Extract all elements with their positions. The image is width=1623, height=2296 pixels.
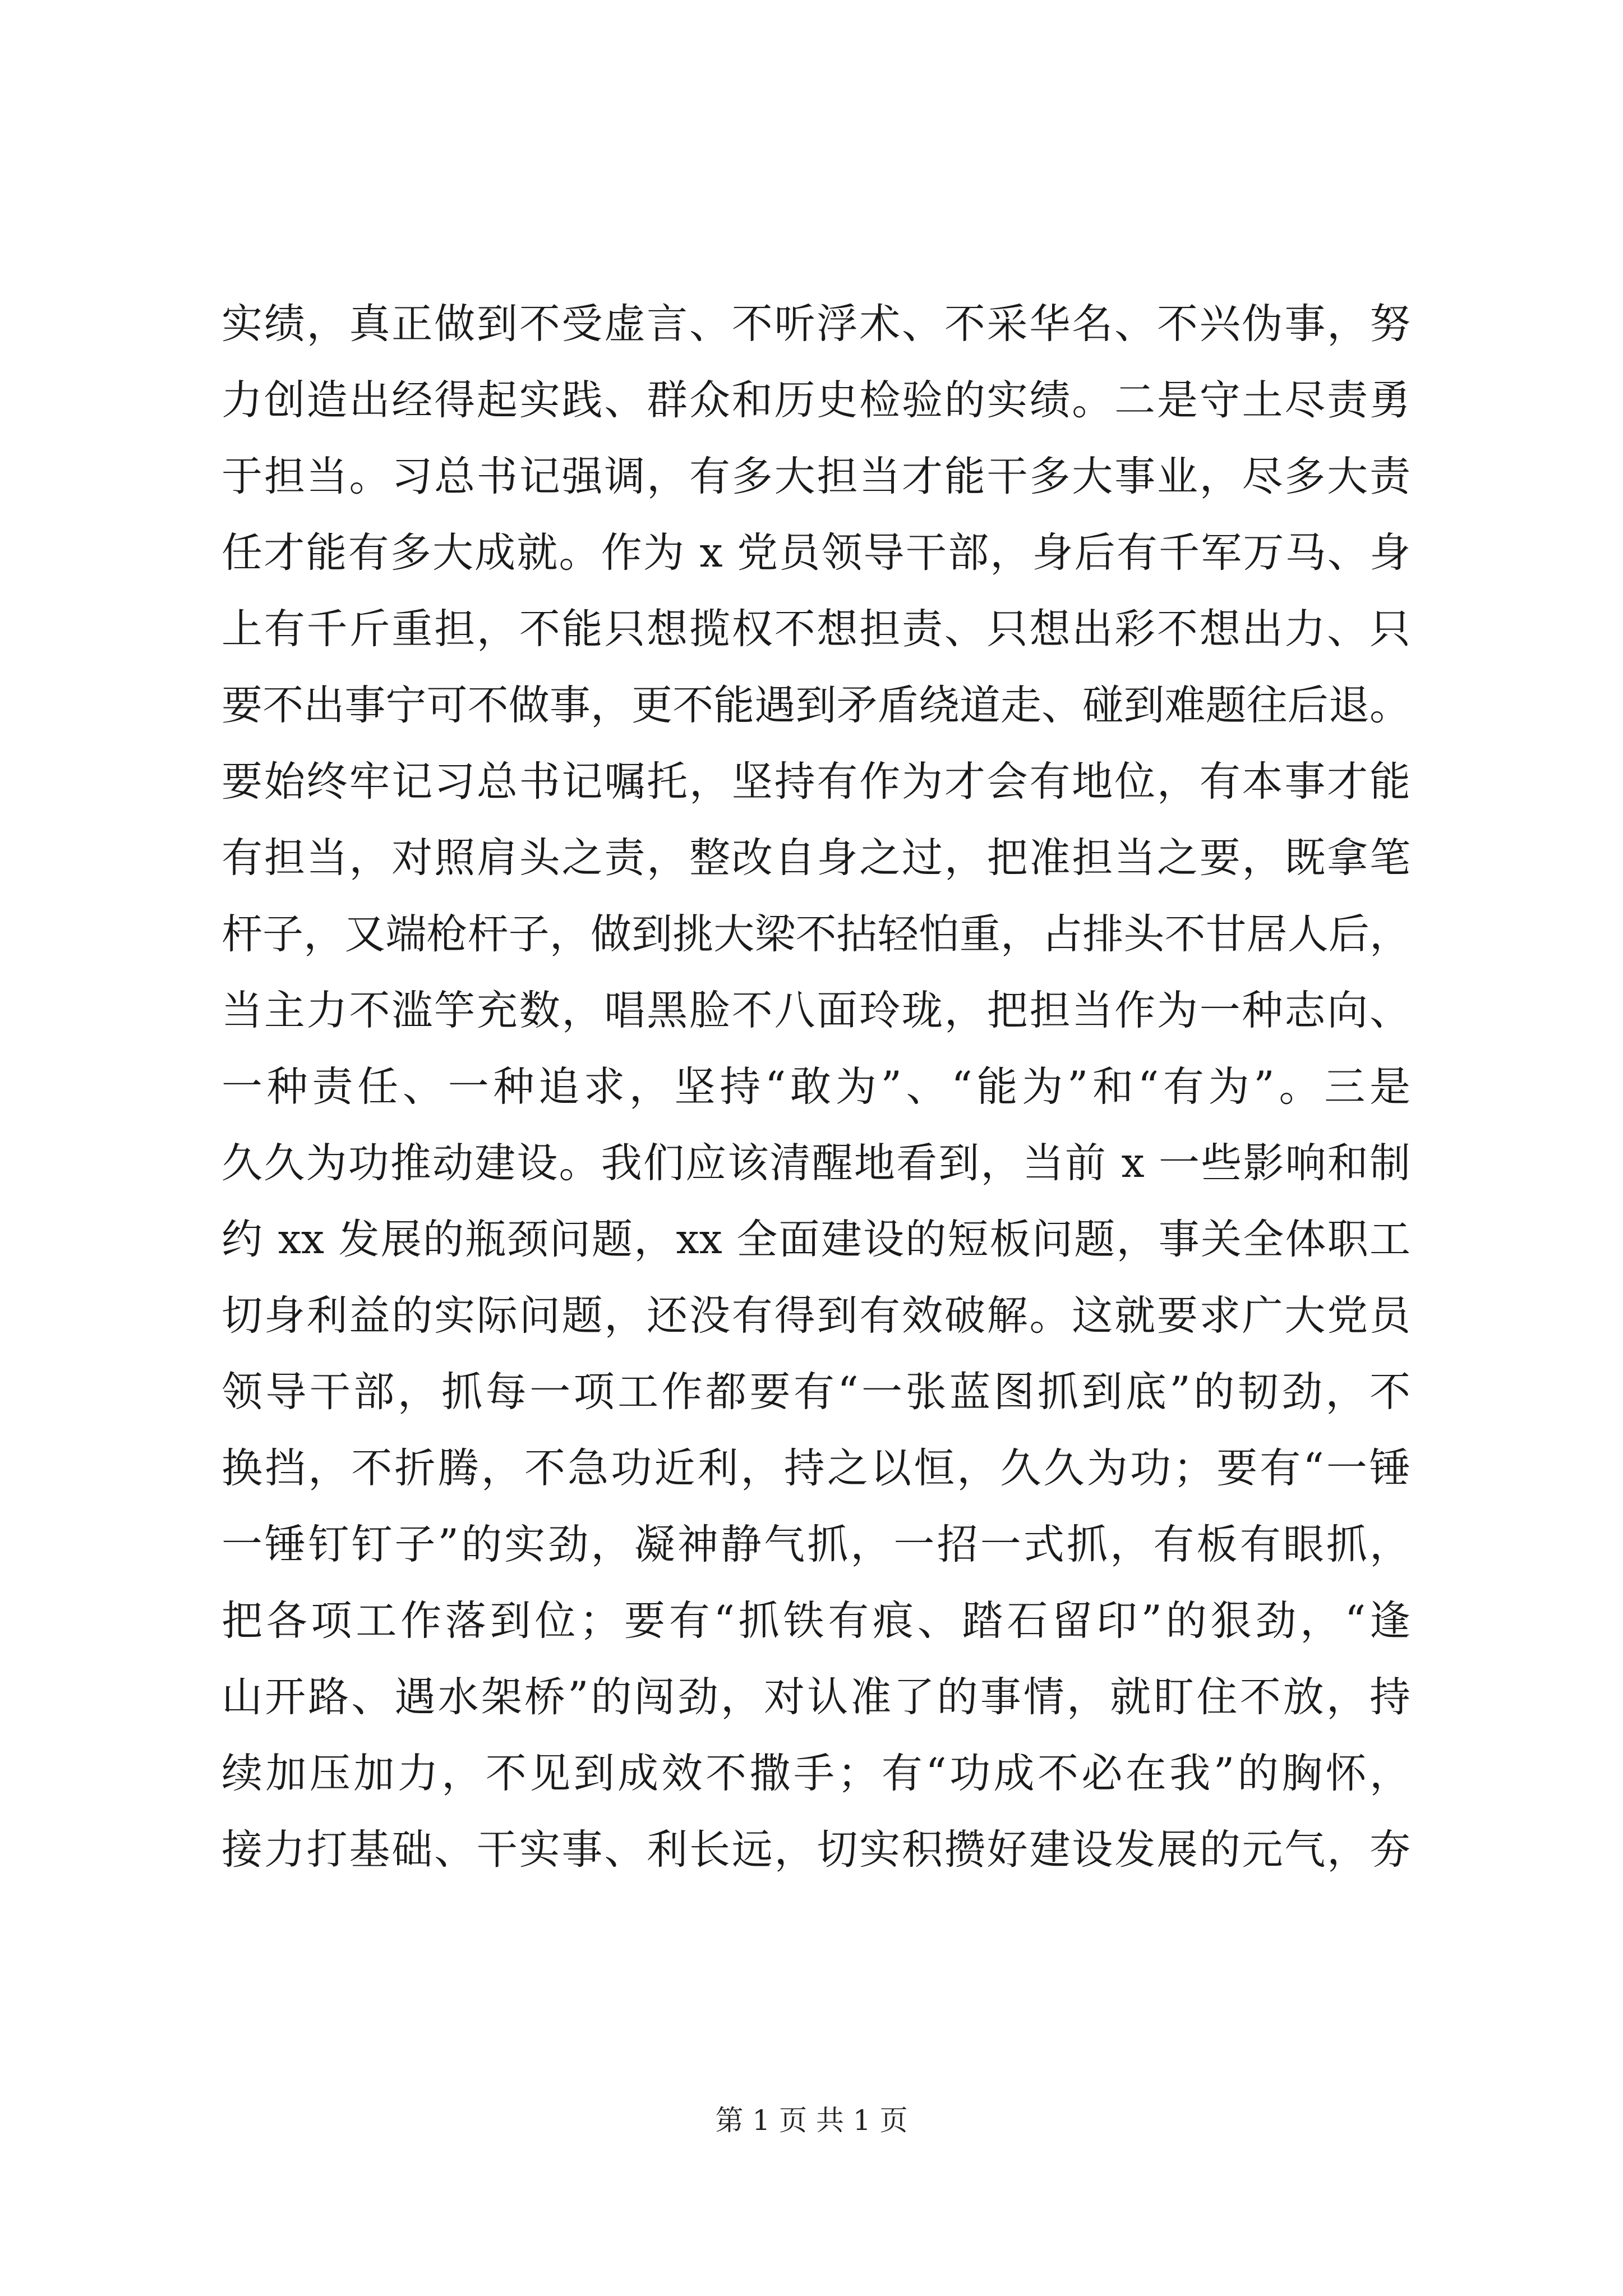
text-line: 接力打基础、干实事、利长远，切实积攒好建设发展的元气，夯: [222, 1826, 1410, 1874]
text-line: 领导干部，抓每一项工作都要有“一张蓝图抓到底”的韧劲，不: [222, 1368, 1410, 1416]
text-line: 把各项工作落到位；要有“抓铁有痕、踏石留印”的狠劲，“逢: [222, 1597, 1410, 1645]
body-text: [222, 286, 1410, 1888]
text-line: 当主力不滥竽充数，唱黑脸不八面玲珑，把担当作为一种志向、: [222, 987, 1410, 1034]
text-line: 于担当。习总书记强调，有多大担当才能干多大事业，尽多大责: [222, 453, 1410, 500]
text-line: 上有千斤重担，不能只想揽权不想担责、只想出彩不想出力、只: [222, 605, 1410, 653]
text-line: 要不出事宁可不做事，更不能遇到矛盾绕道走、碰到难题往后退。: [222, 682, 1410, 729]
text-line: 实绩，真正做到不受虚言、不听浮术、不采华名、不兴伪事，努: [222, 300, 1410, 348]
text-line: 任才能有多大成就。作为 x 党员领导干部，身后有千军万马、身: [222, 529, 1410, 577]
text-line: 有担当，对照肩头之责，整改自身之过，把准担当之要，既拿笔: [222, 834, 1410, 882]
text-line: 续加压加力，不见到成效不撒手；有“功成不必在我”的胸怀，: [222, 1750, 1410, 1797]
text-line: 一种责任、一种追求，坚持“敢为”、“能为”和“有为”。三是: [222, 1063, 1410, 1111]
text-line: 一锤钉钉子”的实劲，凝神静气抓，一招一式抓，有板有眼抓，: [222, 1521, 1410, 1568]
text-line: 换挡，不折腾，不急功近利，持之以恒，久久为功；要有“一锤: [222, 1444, 1410, 1492]
page-number-footer: 第 1 页 共 1 页: [715, 2104, 908, 2137]
text-line: 要始终牢记习总书记嘱托，坚持有作为才会有地位，有本事才能: [222, 758, 1410, 806]
text-line: 约 xx 发展的瓶颈问题，xx 全面建设的短板问题，事关全体职工: [222, 1216, 1410, 1263]
text-line: 切身利益的实际问题，还没有得到有效破解。这就要求广大党员: [222, 1292, 1410, 1340]
text-line: 力创造出经得起实践、群众和历史检验的实绩。二是守土尽责勇: [222, 376, 1410, 424]
text-line: 杆子，又端枪杆子，做到挑大梁不拈轻怕重，占排头不甘居人后，: [222, 910, 1410, 958]
text-line: 久久为功推动建设。我们应该清醒地看到，当前 x 一些影响和制: [222, 1139, 1410, 1187]
text-line: 山开路、遇水架桥”的闯劲，对认准了的事情，就盯住不放，持: [222, 1673, 1410, 1721]
